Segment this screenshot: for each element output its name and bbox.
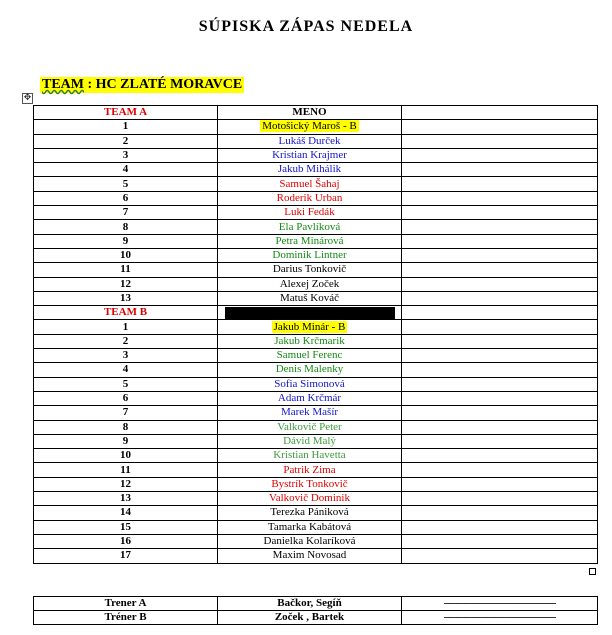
player-number: 13 — [34, 492, 218, 506]
player-name: Patrik Zima — [283, 463, 336, 476]
roster-row — [34, 263, 598, 277]
player-name-cell — [218, 506, 402, 520]
player-number: 1 — [34, 120, 218, 134]
player-name: Danielka Kolaríková — [263, 535, 356, 548]
player-name-cell — [218, 377, 402, 391]
player-number: 2 — [34, 134, 218, 148]
player-name-cell — [218, 492, 402, 506]
player-name-cell — [218, 477, 402, 491]
player-name: Dominik Lintner — [272, 249, 347, 262]
roster-row — [34, 349, 598, 363]
player-name-cell — [218, 320, 402, 334]
player-number: 4 — [34, 163, 218, 177]
player-name: Lukáš Durček — [278, 134, 341, 147]
player-name-cell — [218, 148, 402, 162]
team-b-header-row — [34, 306, 598, 320]
table-resize-handle[interactable] — [589, 568, 596, 575]
player-name: Samuel Ferenc — [276, 349, 343, 362]
player-name-cell — [218, 134, 402, 148]
roster-row — [34, 420, 598, 434]
roster-row — [34, 520, 598, 534]
coach-names: Zoček , Bartek — [218, 611, 402, 625]
roster-row — [34, 148, 598, 162]
empty-header-cell — [402, 106, 598, 120]
player-name: Tamarka Kabátová — [267, 520, 352, 533]
player-name-cell — [218, 220, 402, 234]
signature-line: ------------------------------------------ — [402, 611, 598, 625]
roster-row — [34, 449, 598, 463]
empty-cell — [402, 506, 598, 520]
player-number: 6 — [34, 391, 218, 405]
empty-cell — [402, 134, 598, 148]
player-number: 9 — [34, 234, 218, 248]
player-name-cell — [218, 120, 402, 134]
player-number: 8 — [34, 220, 218, 234]
empty-cell — [402, 463, 598, 477]
player-number: 15 — [34, 520, 218, 534]
player-name: Matuš Kováč — [280, 292, 339, 304]
empty-cell — [402, 391, 598, 405]
roster-row — [34, 549, 598, 563]
redaction-bar — [225, 307, 395, 319]
empty-cell — [402, 420, 598, 434]
empty-cell — [402, 520, 598, 534]
player-name: Petra Minárová — [275, 234, 344, 247]
roster-row — [34, 377, 598, 391]
coach-row — [34, 611, 598, 625]
player-name: Sofia Simonová — [274, 377, 345, 390]
player-name-cell — [218, 449, 402, 463]
empty-cell — [402, 191, 598, 205]
roster-row — [34, 406, 598, 420]
empty-cell — [402, 534, 598, 548]
player-number: 11 — [34, 263, 218, 277]
player-name: Marek Mašír — [280, 406, 339, 419]
player-number: 3 — [34, 349, 218, 363]
empty-cell — [402, 163, 598, 177]
team-heading-club: : HC ZLATÉ MORAVCE — [84, 77, 243, 92]
empty-cell — [402, 234, 598, 248]
player-number: 16 — [34, 534, 218, 548]
coach-names: Bačkor, Segíň — [218, 597, 402, 611]
empty-cell — [402, 377, 598, 391]
player-number: 10 — [34, 248, 218, 262]
roster-row — [34, 234, 598, 248]
player-name-cell — [218, 363, 402, 377]
empty-cell — [402, 320, 598, 334]
empty-cell — [402, 206, 598, 220]
roster-row — [34, 277, 598, 291]
player-name-cell — [218, 248, 402, 262]
roster-row — [34, 120, 598, 134]
player-number: 13 — [34, 291, 218, 305]
player-number: 9 — [34, 434, 218, 448]
player-name-cell — [218, 334, 402, 348]
player-name-cell — [218, 520, 402, 534]
player-name-cell — [218, 263, 402, 277]
roster-row — [34, 134, 598, 148]
empty-cell — [402, 349, 598, 363]
signature-line: ------------------------------------------ — [402, 597, 598, 611]
coach-role: Tréner B — [34, 611, 218, 625]
player-name: Darius Tonkovič — [272, 263, 347, 276]
player-name-cell — [218, 463, 402, 477]
empty-cell — [402, 148, 598, 162]
player-name: Kristian Krajmer — [272, 149, 347, 162]
roster-row — [34, 220, 598, 234]
player-number: 6 — [34, 191, 218, 205]
roster-row — [34, 434, 598, 448]
player-name: Adam Krčmár — [277, 392, 342, 405]
player-name-cell — [218, 191, 402, 205]
player-number: 4 — [34, 363, 218, 377]
team-heading — [40, 77, 244, 93]
player-number: 7 — [34, 206, 218, 220]
player-number: 12 — [34, 477, 218, 491]
empty-cell — [402, 363, 598, 377]
empty-cell — [402, 306, 598, 320]
player-number: 5 — [34, 177, 218, 191]
empty-cell — [402, 449, 598, 463]
player-name: Valkovič Dominik — [269, 492, 350, 505]
player-name: Kristian Havetta — [273, 449, 346, 462]
roster-row — [34, 463, 598, 477]
coaches-table — [33, 596, 598, 625]
empty-cell — [402, 177, 598, 191]
player-name-cell — [218, 434, 402, 448]
redacted-cell — [218, 306, 402, 320]
player-name-cell — [218, 291, 402, 305]
coach-role: Trener A — [34, 597, 218, 611]
coach-row — [34, 597, 598, 611]
player-number: 7 — [34, 406, 218, 420]
roster-header-row — [34, 106, 598, 120]
roster-row — [34, 163, 598, 177]
player-name-cell — [218, 391, 402, 405]
player-number: 11 — [34, 463, 218, 477]
player-name: Terezka Pániková — [270, 506, 349, 519]
roster-row — [34, 334, 598, 348]
player-name-cell — [218, 406, 402, 420]
player-name: Motošický Maroš - B — [262, 120, 357, 133]
player-name: Jakub Krčmarik — [274, 334, 345, 347]
empty-cell — [402, 263, 598, 277]
roster-row — [34, 177, 598, 191]
empty-cell — [402, 120, 598, 134]
player-name: Luki Fedák — [284, 206, 335, 219]
name-column-header: MENO — [218, 106, 402, 120]
empty-cell — [402, 434, 598, 448]
player-name: Jakub Mihálik — [277, 163, 342, 176]
player-number: 14 — [34, 506, 218, 520]
roster-row — [34, 477, 598, 491]
empty-cell — [402, 406, 598, 420]
empty-cell — [402, 277, 598, 291]
player-name: Samuel Šahaj — [279, 177, 340, 190]
player-name-cell — [218, 549, 402, 563]
roster-row — [34, 320, 598, 334]
player-name: Valkovič Peter — [277, 420, 342, 433]
player-name-cell — [218, 163, 402, 177]
player-name: Jakub Minár - B — [273, 320, 346, 333]
roster-table — [33, 105, 598, 564]
player-name: Denis Malenky — [275, 363, 344, 376]
document-title: SÚPISKA ZÁPAS NEDELA — [198, 18, 414, 35]
roster-row — [34, 492, 598, 506]
player-name: Ela Pavlíková — [278, 220, 341, 233]
empty-cell — [402, 334, 598, 348]
empty-cell — [402, 291, 598, 305]
player-name: Alexej Zoček — [279, 277, 340, 290]
player-number: 10 — [34, 449, 218, 463]
roster-row — [34, 534, 598, 548]
player-name-cell — [218, 534, 402, 548]
player-name-cell — [218, 177, 402, 191]
player-name-cell — [218, 206, 402, 220]
roster-row — [34, 391, 598, 405]
empty-cell — [402, 549, 598, 563]
player-name: Bystrík Tonkovič — [271, 477, 348, 490]
player-number: 2 — [34, 334, 218, 348]
roster-row — [34, 206, 598, 220]
team-a-header: TEAM A — [34, 106, 218, 120]
player-name: Dávid Malý — [283, 434, 336, 447]
player-name-cell — [218, 349, 402, 363]
player-number: 1 — [34, 320, 218, 334]
empty-cell — [402, 492, 598, 506]
player-name-cell — [218, 277, 402, 291]
empty-cell — [402, 220, 598, 234]
table-move-handle-icon[interactable]: ✥ — [23, 93, 32, 103]
player-name: Roderik Urban — [276, 191, 343, 204]
roster-row — [34, 363, 598, 377]
roster-row — [34, 506, 598, 520]
roster-row — [34, 191, 598, 205]
team-b-header: TEAM B — [34, 306, 218, 320]
player-name-cell — [218, 234, 402, 248]
roster-row — [34, 248, 598, 262]
roster-row — [34, 291, 598, 305]
player-number: 17 — [34, 549, 218, 563]
player-number: 8 — [34, 420, 218, 434]
player-name: Maxim Novosad — [272, 549, 347, 562]
player-number: 3 — [34, 148, 218, 162]
player-number: 12 — [34, 277, 218, 291]
player-number: 5 — [34, 377, 218, 391]
team-heading-prefix: TEAM — [42, 77, 84, 92]
empty-cell — [402, 477, 598, 491]
player-name-cell — [218, 420, 402, 434]
empty-cell — [402, 248, 598, 262]
